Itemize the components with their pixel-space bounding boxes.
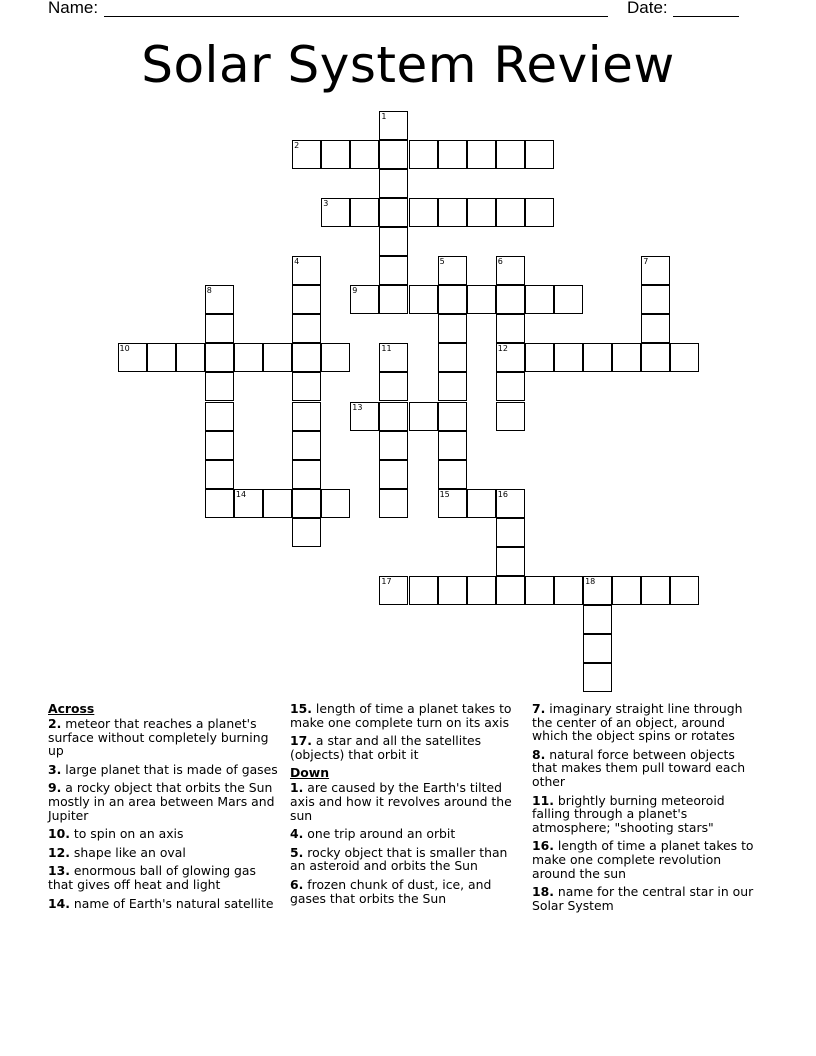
crossword-cell[interactable] xyxy=(496,285,525,314)
cell-number: 9 xyxy=(352,286,358,296)
crossword-cell[interactable] xyxy=(467,198,496,227)
cell-number: 4 xyxy=(294,257,300,266)
crossword-cell[interactable] xyxy=(438,314,467,343)
crossword-cell[interactable] xyxy=(379,489,408,518)
crossword-cell[interactable] xyxy=(350,140,379,169)
clue-number: 12 xyxy=(48,844,66,860)
crossword-cell[interactable] xyxy=(292,285,321,314)
crossword-cell[interactable] xyxy=(409,140,438,169)
cell-number: 2 xyxy=(294,140,300,150)
name-label: Name: xyxy=(48,0,99,17)
clue-text: shape like an oval xyxy=(73,844,186,860)
cell-number: 11 xyxy=(381,344,392,354)
crossword-cell[interactable] xyxy=(496,140,525,169)
clue-across-12: 12. shape like an oval xyxy=(48,844,186,860)
clue-across-10: 10. to spin on an axis xyxy=(48,826,184,842)
crossword-cell[interactable] xyxy=(496,372,525,401)
crossword-cell[interactable] xyxy=(292,518,321,547)
clue-text: imaginary straight line through the center of an object, around which the object spins or rotates xyxy=(532,701,743,744)
clue-text: to spin on an axis xyxy=(73,826,184,842)
clues-column-3 xyxy=(532,702,758,917)
crossword-cell[interactable] xyxy=(379,285,408,314)
crossword-cell[interactable] xyxy=(205,285,234,314)
clue-number: 3 xyxy=(48,761,57,777)
clue-number: 15 xyxy=(290,701,308,716)
crossword-cell[interactable] xyxy=(641,314,670,343)
cell-number: 5 xyxy=(439,257,445,266)
clue-text: one trip around an orbit xyxy=(307,826,456,842)
crossword-cell[interactable] xyxy=(350,198,379,227)
clue-number: 14 xyxy=(48,895,66,911)
crossword-cell[interactable] xyxy=(292,431,321,460)
crossword-cell[interactable] xyxy=(496,547,525,576)
crossword-cell[interactable] xyxy=(496,198,525,227)
crossword-cell[interactable] xyxy=(379,227,408,256)
crossword-cell[interactable] xyxy=(379,343,408,372)
clue-number: 16 xyxy=(532,838,550,854)
clue-down-8: 8. natural force between objects that makes them pull toward each other xyxy=(532,746,746,789)
crossword-cell[interactable] xyxy=(641,285,670,314)
crossword-cell[interactable] xyxy=(409,198,438,227)
crossword-cell[interactable] xyxy=(496,256,525,285)
crossword-cell[interactable] xyxy=(205,314,234,343)
crossword-cell[interactable] xyxy=(205,460,234,489)
clue-across-3: 3. large planet that is made of gases xyxy=(48,761,278,777)
clue-number: 18 xyxy=(532,884,550,900)
clue-across-13: 13. enormous ball of glowing gas that gives off heat and light xyxy=(48,863,256,892)
cell-number: 17 xyxy=(381,577,392,587)
clue-number: 2 xyxy=(48,716,57,731)
cell-number: 10 xyxy=(119,344,130,354)
crossword-cell[interactable] xyxy=(292,402,321,431)
crossword-cell[interactable] xyxy=(583,634,612,663)
crossword-cell[interactable] xyxy=(379,402,408,431)
crossword-cell[interactable] xyxy=(496,343,525,372)
clue-number: 10 xyxy=(48,826,66,842)
crossword-cell[interactable] xyxy=(641,576,670,605)
crossword-cell[interactable] xyxy=(205,431,234,460)
clue-down-5: 5. rocky object that is smaller than an asteroid and orbits the Sun xyxy=(290,844,508,874)
crossword-cell[interactable] xyxy=(292,140,321,169)
crossword-cell[interactable] xyxy=(525,285,554,314)
crossword-cell[interactable] xyxy=(321,198,350,227)
clue-down-16: 16. length of time a planet takes to make one complete revolution around the sun xyxy=(532,838,754,881)
crossword-cell[interactable] xyxy=(467,489,496,518)
clue-down-11: 11. brightly burning meteoroid falling through a planet's atmosphere; "shooting stars" xyxy=(532,792,725,835)
crossword-cell[interactable] xyxy=(321,489,350,518)
clue-text: rocky object that is smaller than an asteroid and orbits the Sun xyxy=(290,844,508,874)
crossword-cell[interactable] xyxy=(438,256,467,285)
clue-down-4: 4. one trip around an orbit xyxy=(290,826,456,842)
clue-down-7: 7. imaginary straight line through the center of an object, around which the object spins or rotates xyxy=(532,701,743,744)
clue-text: name of Earth's natural satellite xyxy=(73,895,274,911)
crossword-cell[interactable] xyxy=(496,314,525,343)
cell-number: 14 xyxy=(235,489,247,499)
crossword-cell[interactable] xyxy=(467,285,496,314)
clue-text: length of time a planet takes to make one complete revolution around the sun xyxy=(532,838,754,881)
crossword-cell[interactable] xyxy=(496,489,525,518)
clue-text: are caused by the Earth's tilted axis and how it revolves around the sun xyxy=(290,780,512,823)
cell-number: 13 xyxy=(352,402,363,412)
crossword-cell[interactable] xyxy=(438,372,467,401)
crossword-cell[interactable] xyxy=(438,402,467,431)
crossword-cell[interactable] xyxy=(205,402,234,431)
date-label: Date: xyxy=(627,0,668,17)
cell-number: 7 xyxy=(643,257,649,266)
crossword-cell[interactable] xyxy=(409,285,438,314)
crossword-cell[interactable] xyxy=(350,285,379,314)
clue-number: 6 xyxy=(290,876,299,892)
crossword-cell[interactable] xyxy=(379,431,408,460)
crossword-cell[interactable] xyxy=(234,489,263,518)
crossword-cell[interactable] xyxy=(641,256,670,285)
cell-number: 3 xyxy=(323,198,329,208)
crossword-cell[interactable] xyxy=(321,140,350,169)
clue-number: 11 xyxy=(532,792,550,808)
crossword-cell[interactable] xyxy=(438,343,467,372)
clue-number: 1 xyxy=(290,780,299,796)
clue-number: 13 xyxy=(48,863,66,879)
crossword-cell[interactable] xyxy=(554,576,583,605)
across-heading: Across xyxy=(48,701,95,716)
cell-number: 18 xyxy=(585,577,596,587)
crossword-cell[interactable] xyxy=(292,372,321,401)
crossword-cell[interactable] xyxy=(438,431,467,460)
clue-number: 17 xyxy=(290,733,308,749)
crossword-cell[interactable] xyxy=(321,343,350,372)
crossword-cell[interactable] xyxy=(205,489,234,518)
crossword-cell[interactable] xyxy=(670,576,699,605)
crossword-cell[interactable] xyxy=(525,140,554,169)
clue-text: length of time a planet takes to make one complete turn on its axis xyxy=(290,701,512,730)
crossword-cell[interactable] xyxy=(379,372,408,401)
crossword-cell[interactable] xyxy=(379,576,408,605)
crossword-cell[interactable] xyxy=(350,402,379,431)
crossword-cell[interactable] xyxy=(292,314,321,343)
crossword-cell[interactable] xyxy=(554,285,583,314)
crossword-cell[interactable] xyxy=(409,576,438,605)
clue-number: 4 xyxy=(290,826,299,842)
crossword-cell[interactable] xyxy=(467,140,496,169)
crossword-cell[interactable] xyxy=(147,343,176,372)
crossword-cell[interactable] xyxy=(438,140,467,169)
crossword-cell[interactable] xyxy=(583,663,612,692)
crossword-cell[interactable] xyxy=(292,460,321,489)
crossword-cell[interactable] xyxy=(583,576,612,605)
cell-number: 15 xyxy=(439,489,450,499)
crossword-cell[interactable] xyxy=(525,576,554,605)
clue-across-17: 17. a star and all the satellites (objects) that orbit it xyxy=(290,733,482,762)
clue-across-9: 9. a rocky object that orbits the Sun mostly in an area between Mars and Jupiter xyxy=(48,780,275,823)
crossword-cell[interactable] xyxy=(438,460,467,489)
crossword-cell[interactable] xyxy=(379,198,408,227)
clue-text: a star and all the satellites (objects) that orbit it xyxy=(290,733,482,762)
crossword-cell[interactable] xyxy=(234,343,263,372)
clue-down-6: 6. frozen chunk of dust, ice, and gases that orbits the Sun xyxy=(290,876,492,906)
crossword-cell[interactable] xyxy=(438,576,467,605)
cell-number: 16 xyxy=(497,489,508,499)
crossword-cell[interactable] xyxy=(176,343,205,372)
crossword-cell[interactable] xyxy=(438,489,467,518)
crossword-cell[interactable] xyxy=(379,140,408,169)
crossword-cell[interactable] xyxy=(263,343,292,372)
cell-number: 1 xyxy=(381,111,387,121)
down-heading: Down xyxy=(290,765,330,781)
crossword-cell[interactable] xyxy=(205,343,234,372)
clue-text: large planet that is made of gases xyxy=(65,761,278,777)
clue-text: a rocky object that orbits the Sun mostly in an area between Mars and Jupiter xyxy=(48,780,275,823)
clue-across-15: 15. length of time a planet takes to make one complete turn on its axis xyxy=(290,701,512,730)
crossword-cell[interactable] xyxy=(292,489,321,518)
clue-text: meteor that reaches a planet's surface without completely burning up xyxy=(48,716,269,759)
clue-number: 8 xyxy=(532,746,541,762)
clues-column-1 xyxy=(48,702,284,915)
clue-text: enormous ball of glowing gas that gives off heat and light xyxy=(48,863,256,892)
crossword-cell[interactable] xyxy=(467,576,496,605)
crossword-cell[interactable] xyxy=(496,402,525,431)
crossword-cell[interactable] xyxy=(583,605,612,634)
crossword-cell[interactable] xyxy=(525,198,554,227)
crossword-cell[interactable] xyxy=(438,285,467,314)
clue-down-18: 18. name for the central star in our Solar System xyxy=(532,884,754,913)
page-title: Solar System Review xyxy=(141,36,675,94)
crossword-cell[interactable] xyxy=(292,256,321,285)
clue-text: name for the central star in our Solar System xyxy=(532,884,754,913)
crossword-cell[interactable] xyxy=(583,343,612,372)
crossword-cell[interactable] xyxy=(496,518,525,547)
clue-text: frozen chunk of dust, ice, and gases that orbits the Sun xyxy=(290,876,492,906)
cell-number: 8 xyxy=(206,286,212,296)
crossword-cell[interactable] xyxy=(118,343,147,372)
crossword-cell[interactable] xyxy=(292,343,321,372)
clues-section xyxy=(0,702,816,1042)
crossword-cell[interactable] xyxy=(641,343,670,372)
clue-number: 7 xyxy=(532,701,541,716)
cell-number: 12 xyxy=(497,344,508,354)
crossword-cell[interactable] xyxy=(525,343,554,372)
crossword-cell[interactable] xyxy=(409,402,438,431)
crossword-cell[interactable] xyxy=(438,198,467,227)
clue-down-1: 1. are caused by the Earth's tilted axis and how it revolves around the sun xyxy=(290,780,512,823)
crossword-cell[interactable] xyxy=(612,576,641,605)
crossword-cell[interactable] xyxy=(379,256,408,285)
clue-text: natural force between objects that makes them pull toward each other xyxy=(532,746,746,789)
crossword-cell[interactable] xyxy=(554,343,583,372)
clue-number: 9 xyxy=(48,780,57,796)
clue-across-2: 2. meteor that reaches a planet's surface without completely burning up xyxy=(48,716,269,759)
crossword-cell[interactable] xyxy=(263,489,292,518)
crossword-cell[interactable] xyxy=(205,372,234,401)
clue-text: brightly burning meteoroid falling through a planet's atmosphere; "shooting stars" xyxy=(532,792,725,835)
crossword-cell[interactable] xyxy=(379,169,408,198)
clues-column-2 xyxy=(290,702,522,910)
clue-across-14: 14. name of Earth's natural satellite xyxy=(48,895,274,911)
crossword-cell[interactable] xyxy=(379,111,408,140)
cell-number: 6 xyxy=(497,257,503,266)
crossword-cell[interactable] xyxy=(670,343,699,372)
crossword-cell[interactable] xyxy=(379,460,408,489)
crossword-cell[interactable] xyxy=(612,343,641,372)
crossword-cell[interactable] xyxy=(496,576,525,605)
clue-number: 5 xyxy=(290,844,299,860)
